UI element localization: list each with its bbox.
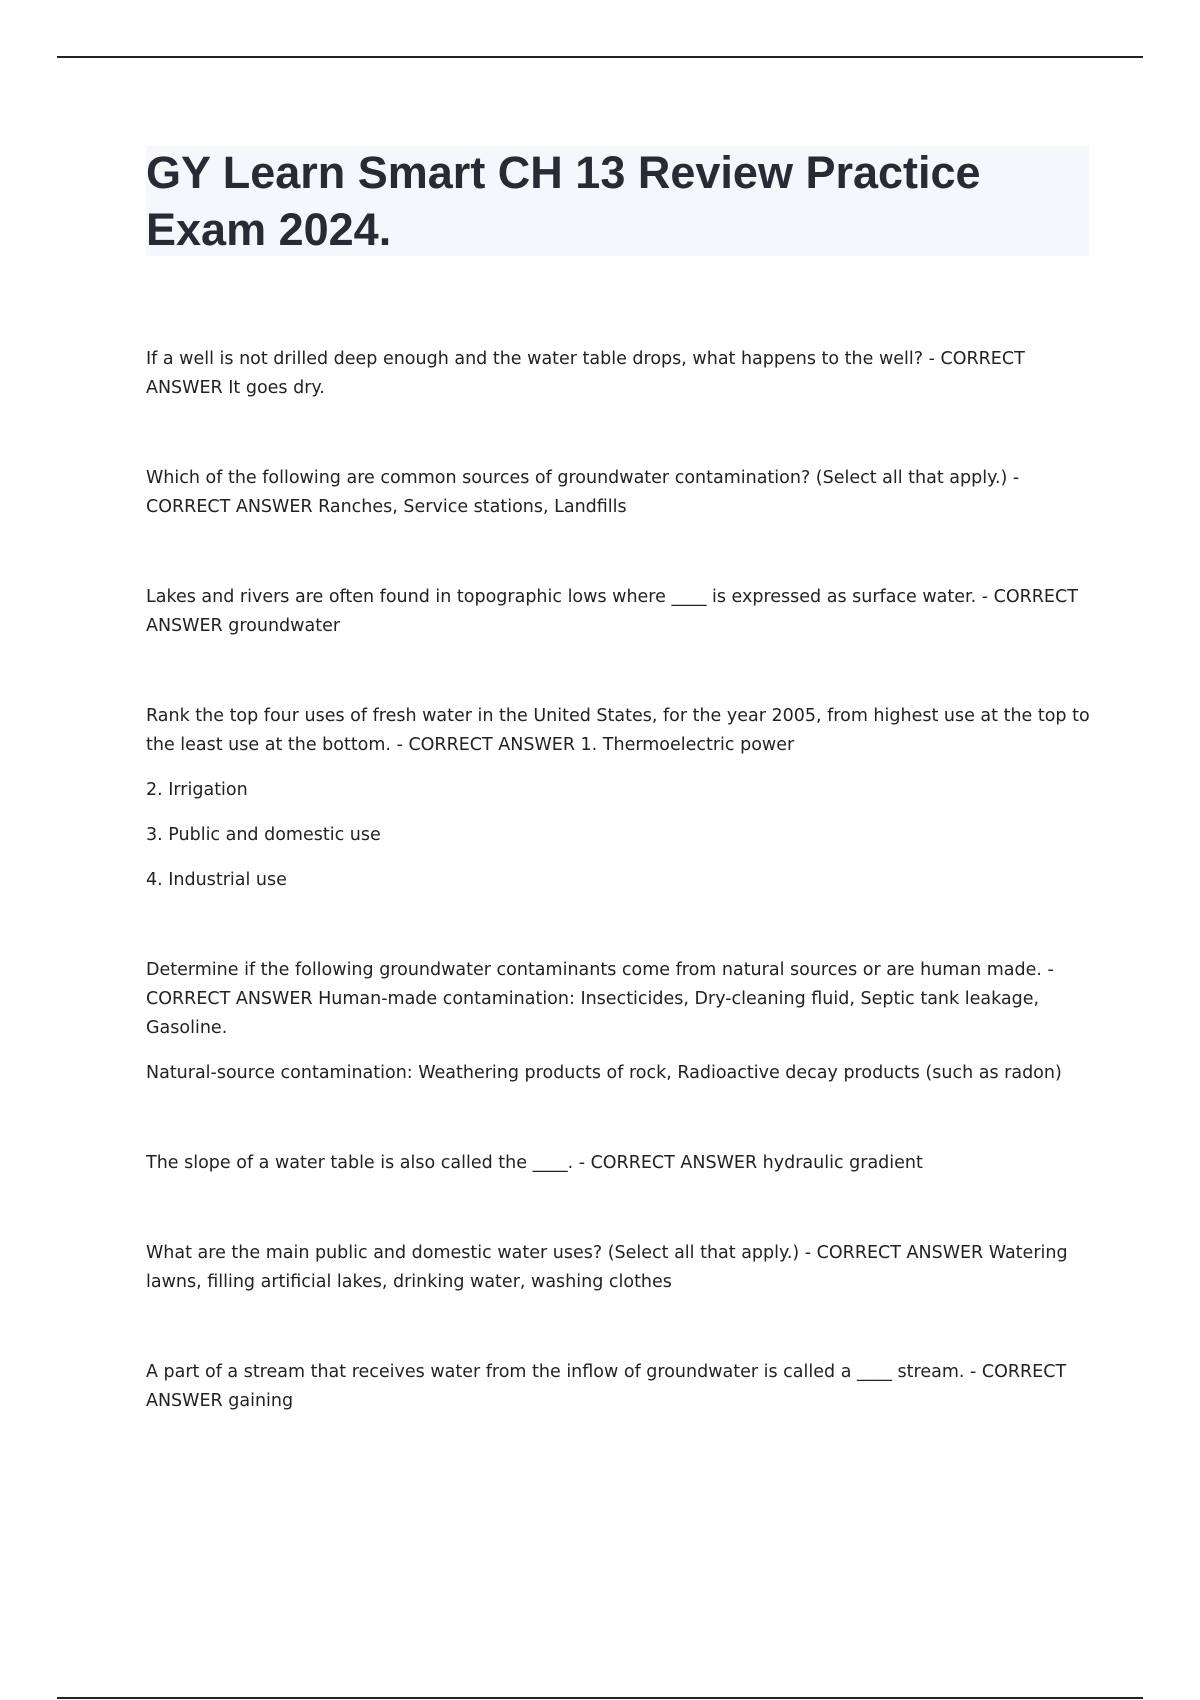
qa-text: Which of the following are common sources of groundwater contamination? (Select all that apply.) - CORRECT ANSWER Ranches, Service stations, Landfills bbox=[146, 468, 1020, 517]
qa-item-5 bbox=[146, 956, 1091, 1088]
qa-text: If a well is not drilled deep enough and the water table drops, what happens to the well? - CORRECT ANSWER It goes dry. bbox=[146, 349, 1025, 398]
qa-text: 2. Irrigation bbox=[146, 780, 248, 800]
top-divider bbox=[57, 56, 1143, 58]
qa-text: 4. Industrial use bbox=[146, 870, 287, 890]
qa-item-4 bbox=[146, 702, 1091, 895]
qa-item-7 bbox=[146, 1239, 1091, 1297]
bottom-divider bbox=[57, 1697, 1143, 1699]
qa-text: The slope of a water table is also called the ____. - CORRECT ANSWER hydraulic gradient bbox=[146, 1153, 923, 1173]
title-block bbox=[146, 146, 1089, 256]
qa-text: Natural-source contamination: Weathering products of rock, Radioactive decay products (such as radon) bbox=[146, 1063, 1062, 1083]
qa-item-2 bbox=[146, 464, 1091, 522]
qa-item-1 bbox=[146, 345, 1091, 403]
qa-text: Rank the top four uses of fresh water in the United States, for the year 2005, from highest use at the top to the least use at the bottom. - CORRECT ANSWER 1. Thermoelectric power bbox=[146, 706, 1090, 755]
qa-text: Determine if the following groundwater contaminants come from natural sources or are human made. - CORRECT ANSWER Human-made contamination: Insecticides, Dry-cleaning fluid, Septic tank leakage, Gasoline. bbox=[146, 960, 1054, 1038]
qa-item-8 bbox=[146, 1358, 1091, 1416]
qa-item-6 bbox=[146, 1149, 1091, 1178]
qa-item-3 bbox=[146, 583, 1091, 641]
qa-text: What are the main public and domestic water uses? (Select all that apply.) - CORRECT ANSWER Watering lawns, filling artificial lakes, drinking water, washing clothes bbox=[146, 1243, 1068, 1292]
document-title: GY Learn Smart CH 13 Review Practice Exam 2024. bbox=[146, 147, 981, 255]
qa-text: 3. Public and domestic use bbox=[146, 825, 381, 845]
qa-text: A part of a stream that receives water from the inflow of groundwater is called a ____ stream. - CORRECT ANSWER gaining bbox=[146, 1362, 1067, 1411]
qa-list bbox=[146, 345, 1091, 1477]
qa-text: Lakes and rivers are often found in topographic lows where ____ is expressed as surface water. - CORRECT ANSWER groundwater bbox=[146, 587, 1078, 636]
